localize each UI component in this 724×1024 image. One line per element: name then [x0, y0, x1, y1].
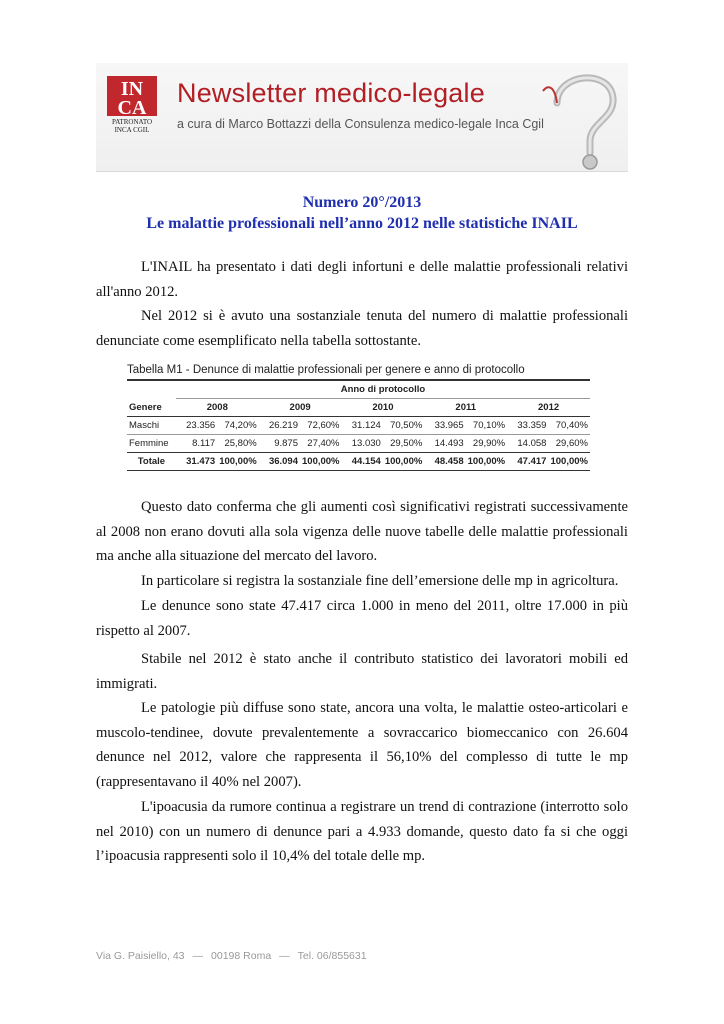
cell: 29,60%	[555, 438, 588, 449]
paragraph-text: Questo dato conferma che gli aumenti così significativi registrati successivamente al 2008 non erano dovuti alla sola vigenza delle nuove tabelle delle malattie professionali ma anche alla situazione del mercato del lavoro.	[96, 499, 628, 564]
stethoscope-icon	[535, 63, 628, 171]
paragraph	[96, 304, 628, 353]
group-header: Anno di protocollo	[176, 381, 590, 399]
cell: 9.875	[274, 438, 298, 449]
paragraph	[96, 795, 628, 869]
row-label: Femmine	[129, 438, 169, 449]
table-row-total	[127, 453, 590, 471]
year-header: 2012	[507, 399, 590, 417]
paragraph	[96, 569, 628, 594]
year-header: 2010	[342, 399, 425, 417]
table-title: Tabella M1 - Denunce di malattie professionali per genere e anno di protocollo	[127, 364, 525, 376]
paragraph-text: L'ipoacusia da rumore continua a registrare un trend di contrazione (interrotto solo nel 2010) con un numero di denunce pari a 4.933 domande, questo dato fa si che oggi l’ipoacusia rappresenti solo il 10,4% del totale delle mp.	[96, 799, 628, 864]
row-label: Maschi	[127, 417, 176, 435]
logo-letters-bottom: CA	[117, 97, 147, 119]
cell: 100,00%	[300, 453, 342, 471]
cell: 33.359	[507, 417, 548, 435]
paragraph-text: L'INAIL ha presentato i dati degli infortuni e delle malattie professionali relativi all'anno 2012.	[96, 259, 628, 300]
col-genere: Genere	[127, 399, 176, 417]
cell: 8.117	[192, 438, 216, 449]
table-row	[127, 417, 590, 435]
row-label: Totale	[127, 453, 176, 471]
cell: 70,40%	[548, 417, 590, 435]
logo-caption-line2: INCA CGIL	[114, 126, 150, 134]
cell: 23.356	[176, 417, 217, 435]
cell: 26.219	[259, 417, 300, 435]
paragraph	[96, 594, 628, 643]
cell: 48.458	[424, 453, 465, 471]
table-row	[127, 435, 590, 453]
cell: 36.094	[259, 453, 300, 471]
malattie-table	[127, 381, 590, 471]
cell: 31.473	[176, 453, 217, 471]
cell: 14.493	[434, 438, 464, 449]
year-header: 2009	[259, 399, 342, 417]
footer-phone: Tel. 06/855631	[297, 950, 367, 962]
issue-number: Numero 20°/2013	[302, 194, 422, 211]
footer-city: 00198 Roma	[211, 950, 272, 962]
cell: 31.124	[342, 417, 383, 435]
logo-caption	[103, 118, 161, 134]
footer-separator: —	[279, 950, 290, 962]
paragraph-text: Le denunce sono state 47.417 circa 1.000 in meno del 2011, oltre 17.000 in più rispetto al 2007.	[96, 598, 628, 639]
cell: 100,00%	[548, 453, 590, 471]
article-title: Le malattie professionali nell’anno 2012 nelle statistiche INAIL	[146, 215, 578, 232]
paragraph-text: Nel 2012 si è avuto una sostanziale tenuta del numero di malattie professionali denunciate come esemplificato nella tabella sottostante.	[96, 308, 628, 349]
newsletter-title: Newsletter medico-legale	[177, 78, 485, 108]
year-header: 2008	[176, 399, 259, 417]
paragraph-text: Stabile nel 2012 è stato anche il contributo statistico dei lavoratori mobili ed immigrati.	[96, 651, 628, 692]
footer	[96, 950, 367, 962]
logo-caption-line1: PATRONATO	[111, 118, 153, 126]
cell: 27,40%	[307, 438, 340, 449]
paragraph	[96, 647, 628, 696]
cell: 72,60%	[300, 417, 342, 435]
cell: 29,50%	[390, 438, 423, 449]
year-header: 2011	[424, 399, 507, 417]
cell: 100,00%	[466, 453, 508, 471]
newsletter-subtitle: a cura di Marco Bottazzi della Consulenza medico-legale Inca Cgil	[177, 117, 544, 131]
cell: 29,90%	[472, 438, 506, 449]
cell: 13.030	[351, 438, 381, 449]
cell: 33.965	[424, 417, 465, 435]
cell: 70,10%	[466, 417, 508, 435]
footer-address: Via G. Paisiello, 43	[96, 950, 185, 962]
cell: 100,00%	[217, 453, 259, 471]
footer-separator: —	[192, 950, 204, 962]
cell: 100,00%	[383, 453, 425, 471]
cell: 47.417	[507, 453, 548, 471]
paragraph	[96, 696, 628, 794]
paragraph	[96, 495, 628, 569]
paragraph-text: Le patologie più diffuse sono state, ancora una volta, le malattie osteo-articolari e muscolo-tendinee, dovute prevalentemente a sovraccarico biomeccanico con 26.604 denunce nel 2012, valore che rappresenta il 56,10% del complesso di tutte le mp (rappresentavano il 40% nel 2007).	[96, 700, 628, 790]
cell: 25,80%	[224, 438, 257, 449]
document-title	[0, 192, 724, 234]
cell: 74,20%	[217, 417, 259, 435]
paragraph	[96, 255, 628, 304]
paragraph-text: In particolare si registra la sostanziale fine dell’emersione delle mp in agricoltura.	[141, 573, 619, 589]
cell: 14.058	[517, 438, 547, 449]
cell: 44.154	[342, 453, 383, 471]
cell: 70,50%	[383, 417, 425, 435]
logo-letters-top: IN	[120, 78, 144, 100]
